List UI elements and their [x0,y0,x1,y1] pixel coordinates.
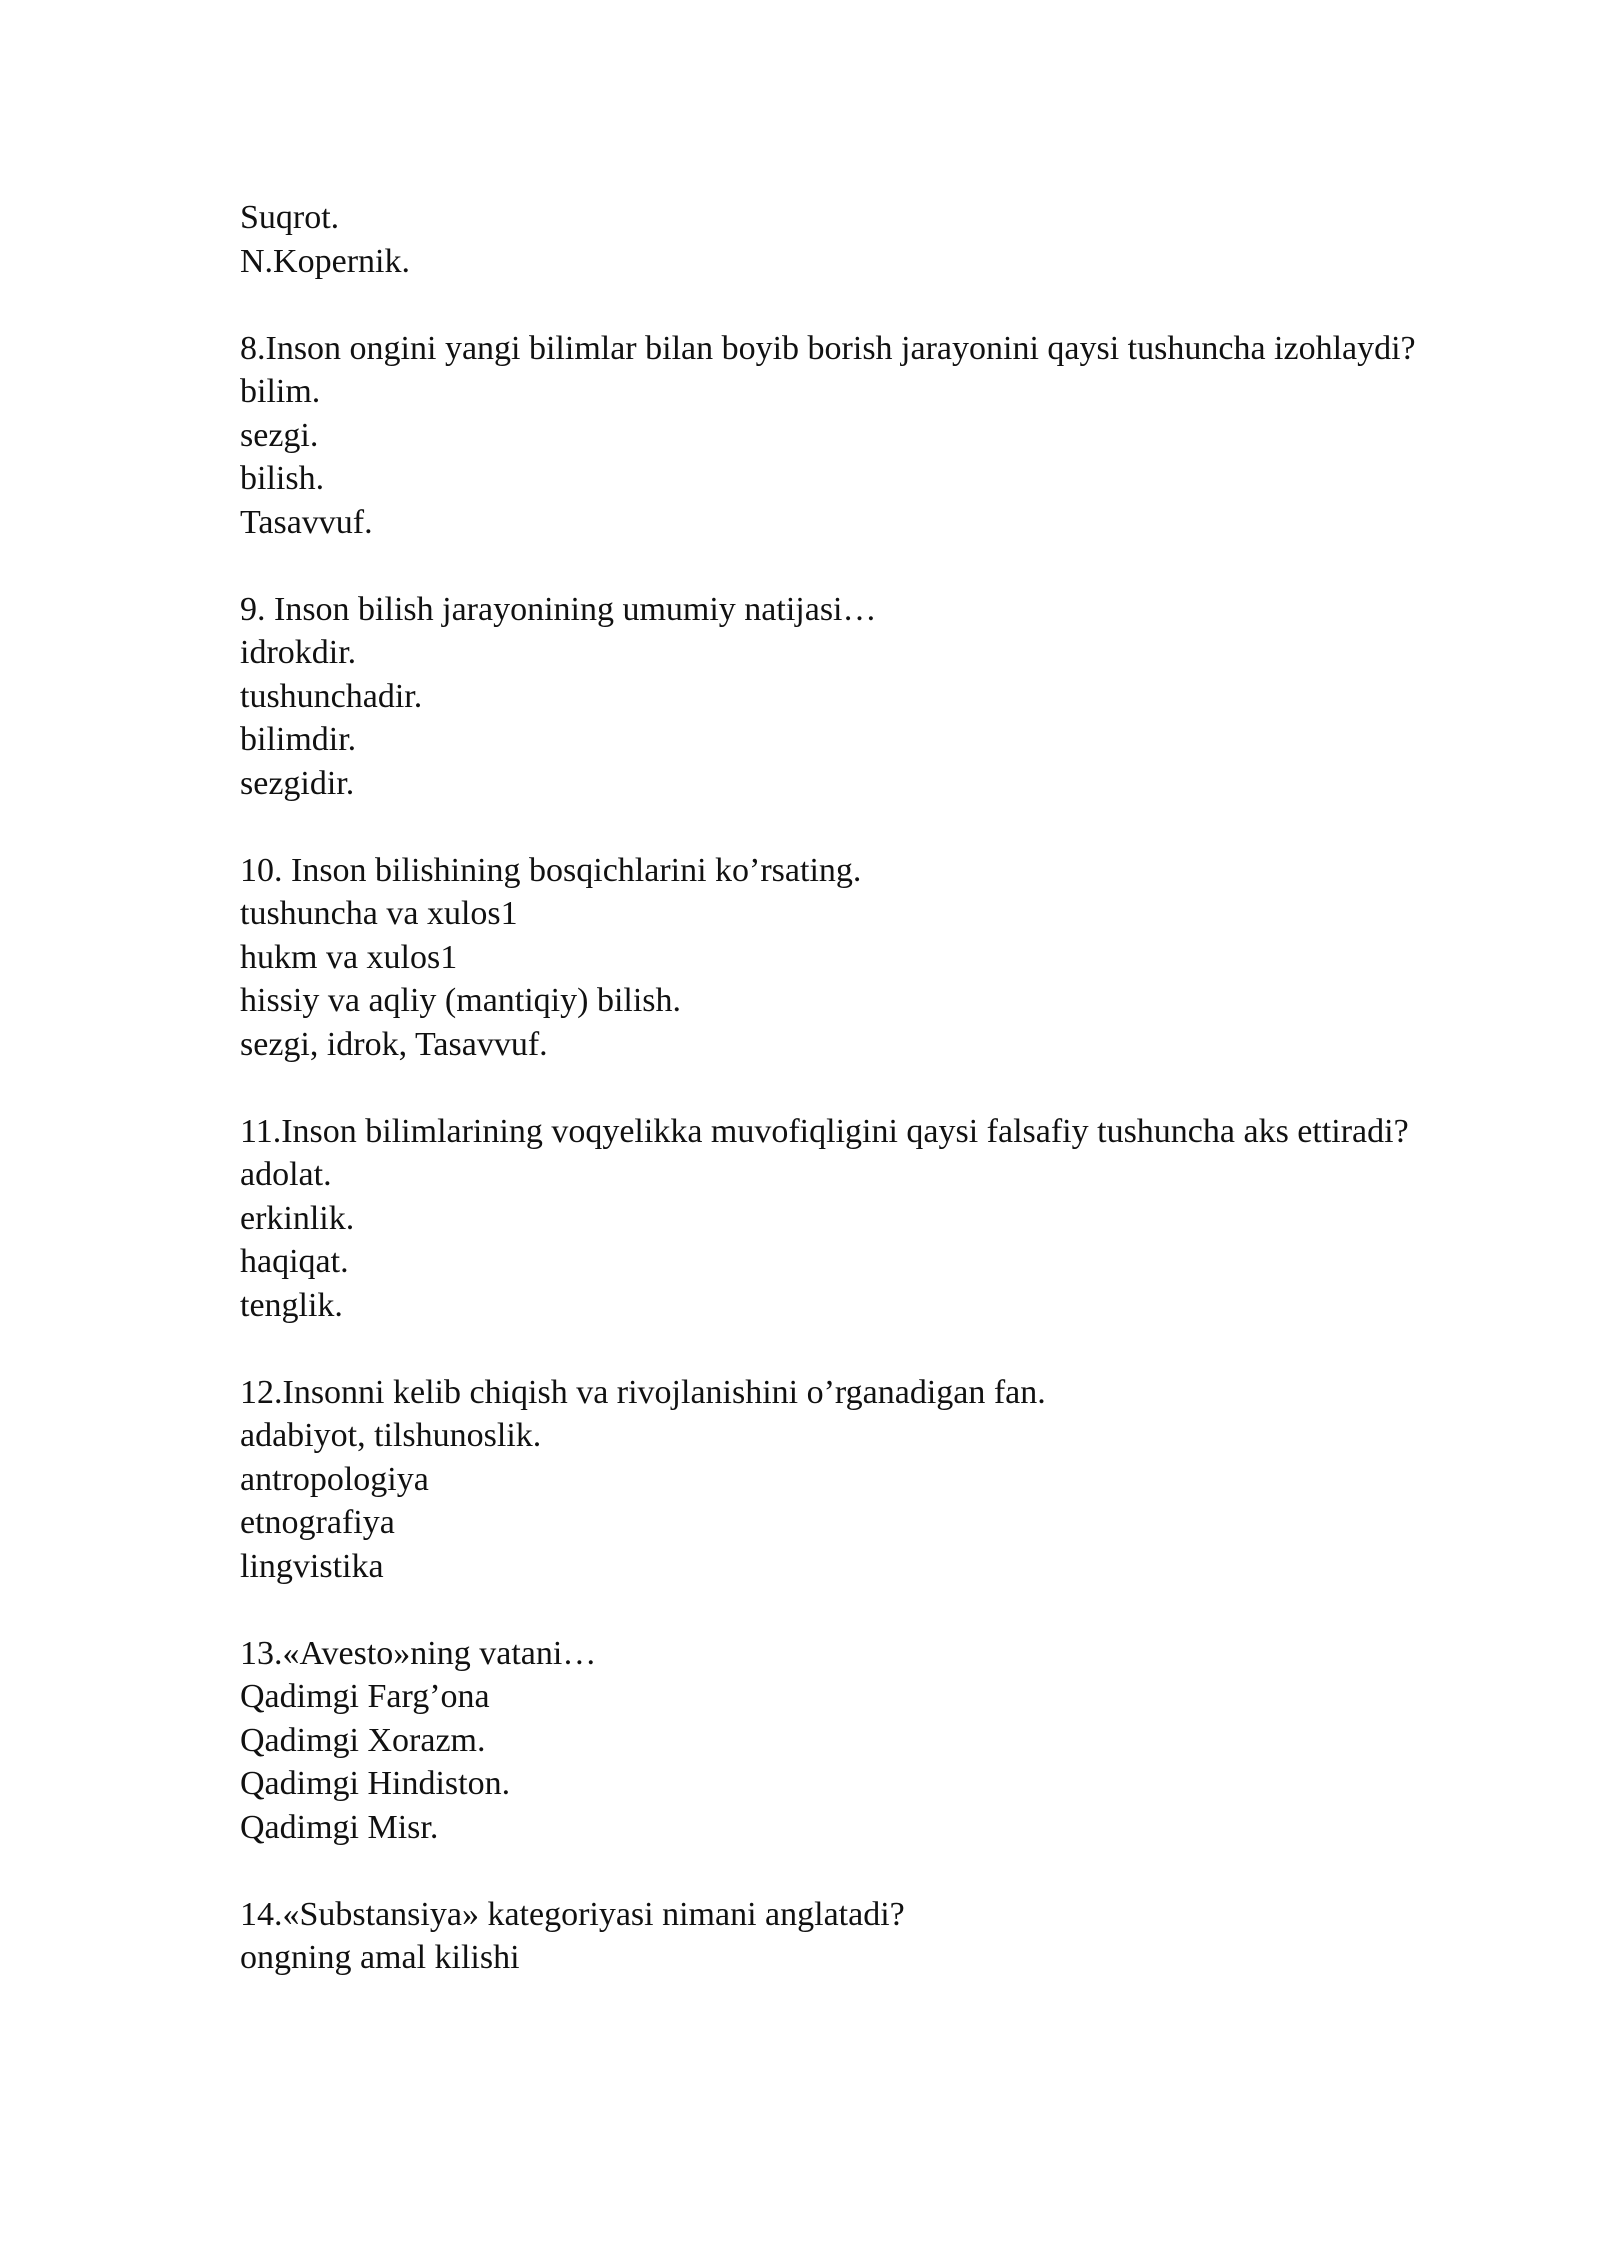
answer-option: tushuncha va xulos1 [240,895,518,932]
answer-option: sezgi. [240,416,319,454]
answer-option: Tasavvuf. [240,503,373,541]
answer-option: hissiy va aqliy (mantiqiy) bilish. [240,982,682,1019]
question-text: 9. Inson bilish jarayonining umumiy natijasi… [240,590,877,628]
question-text: 8.Inson ongini yangi bilimlar bilan boyib borish jarayonini qaysi tushuncha izohlaydi? [240,329,1416,367]
question-text: 10. Inson bilishining bosqichlarini ko’rsating. [240,851,862,889]
answer-option: sezgidir. [240,764,355,802]
answer-option: Suqrot. [240,199,340,236]
answer-option: haqiqat. [240,1243,349,1280]
answer-option: bilim. [240,373,321,410]
answer-option: bilimdir. [240,721,357,758]
answer-option: etnografiya [240,1504,395,1541]
answer-option: N.Kopernik. [240,242,410,280]
answer-option: Qadimgi Misr. [240,1808,439,1846]
answer-option: adolat. [240,1156,332,1193]
question-block [202,196,1422,283]
answer-option: tenglik. [240,1286,343,1324]
answer-option: antropologiya [240,1460,429,1498]
question-block [202,1110,1422,1328]
answer-option: ongning amal kilishi [240,1939,520,1976]
question-text: 12.Insonni kelib chiqish va rivojlanishini o’rganadigan fan. [240,1373,1046,1411]
answer-option: sezgi, idrok, Tasavvuf. [240,1025,548,1063]
question-list [202,196,1422,1980]
answer-option: Qadimgi Hindiston. [240,1765,511,1802]
question-block [202,1371,1422,1589]
answer-option: lingvistika [240,1547,384,1585]
answer-option: adabiyot, tilshunoslik. [240,1417,542,1454]
question-text: 13.«Avesto»ning vatani… [240,1634,597,1672]
question-block [202,849,1422,1067]
question-block [202,1893,1422,1980]
answer-option: Qadimgi Xorazm. [240,1721,486,1759]
answer-option: Qadimgi Farg’ona [240,1678,490,1715]
question-block [202,327,1422,545]
answer-option: idrokdir. [240,634,357,671]
question-text: 11.Inson bilimlarining voqyelikka muvofiqligini qaysi falsafiy tushuncha aks ettiradi? [240,1112,1409,1150]
answer-option: erkinlik. [240,1199,355,1237]
answer-option: tushunchadir. [240,677,423,715]
question-block [202,1632,1422,1850]
answer-option: hukm va xulos1 [240,938,458,976]
question-block [202,588,1422,806]
answer-option: bilish. [240,460,325,497]
question-text: 14.«Substansiya» kategoriyasi nimani anglatadi? [240,1895,905,1933]
